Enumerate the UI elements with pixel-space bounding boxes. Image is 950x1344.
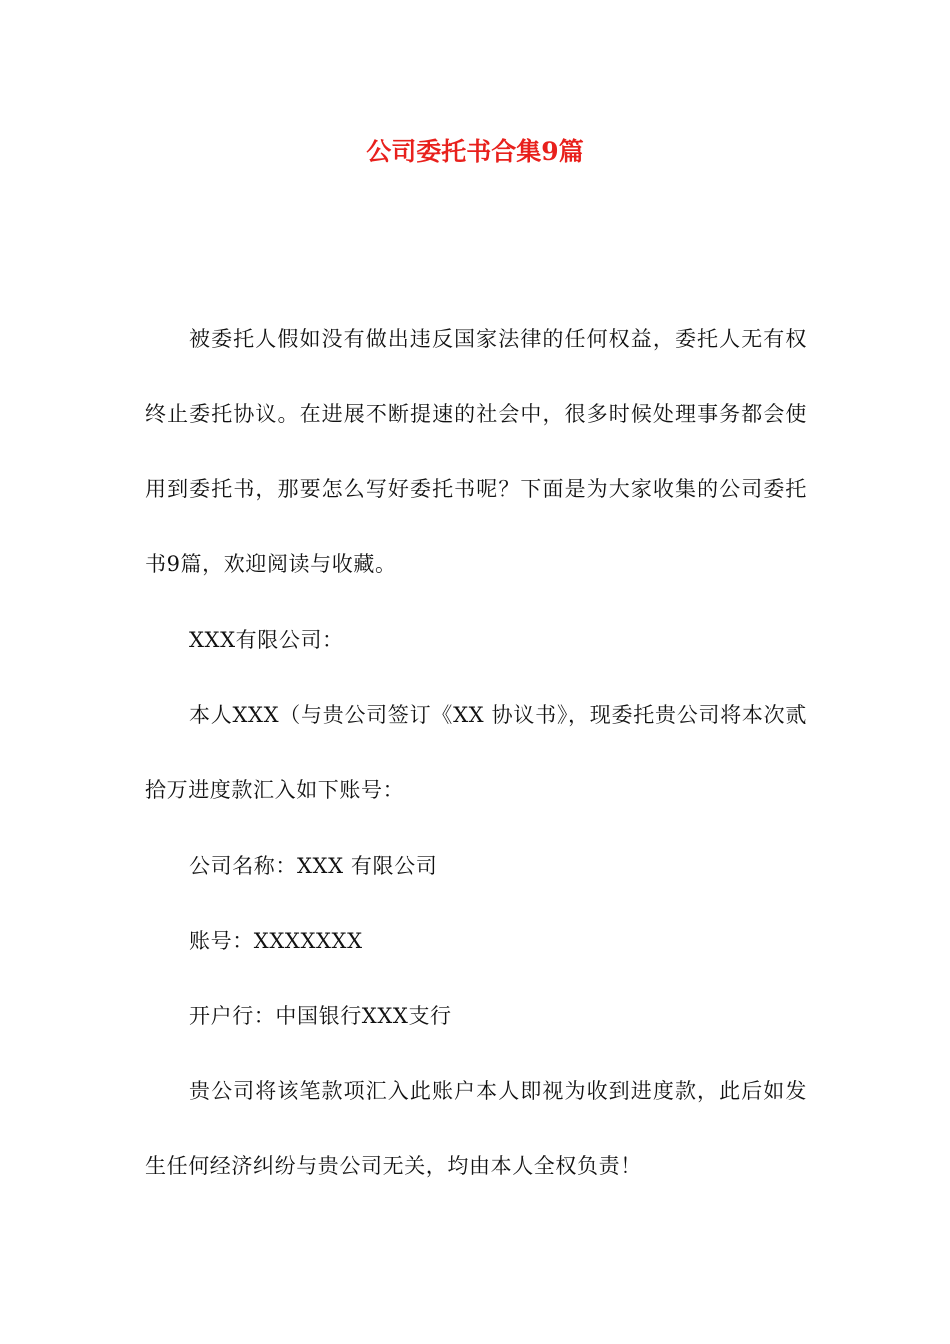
paragraph-entrust: 本人XXX（与贵公司签订《XX 协议书》，现委托贵公司将本次贰拾万进度款汇入如下账号： bbox=[145, 703, 807, 802]
paragraph-account: 账号：XXXXXXX bbox=[189, 929, 363, 953]
paragraph-disclaimer: 贵公司将该笔款项汇入此账户本人即视为收到进度款，此后如发生任何经济纠纷与贵公司无关，均由本人全权负责！ bbox=[145, 1079, 807, 1178]
paragraph-company-name: 公司名称：XXX 有限公司 bbox=[189, 854, 438, 878]
paragraph-bank: 开户行：中国银行XXX支行 bbox=[189, 1004, 452, 1028]
paragraph-addressee: XXX有限公司： bbox=[189, 628, 344, 652]
document-title: 公司委托书合集9篇 bbox=[366, 137, 584, 166]
paragraph-intro: 被委托人假如没有做出违反国家法律的任何权益，委托人无有权终止委托协议。在进展不断提速的社会中，很多时候处理事务都会使用到委托书，那要怎么写好委托书呢？下面是为大家收集的公司委托书9篇，欢迎阅读与收藏。 bbox=[145, 327, 807, 576]
document-body bbox=[145, 320, 807, 1223]
